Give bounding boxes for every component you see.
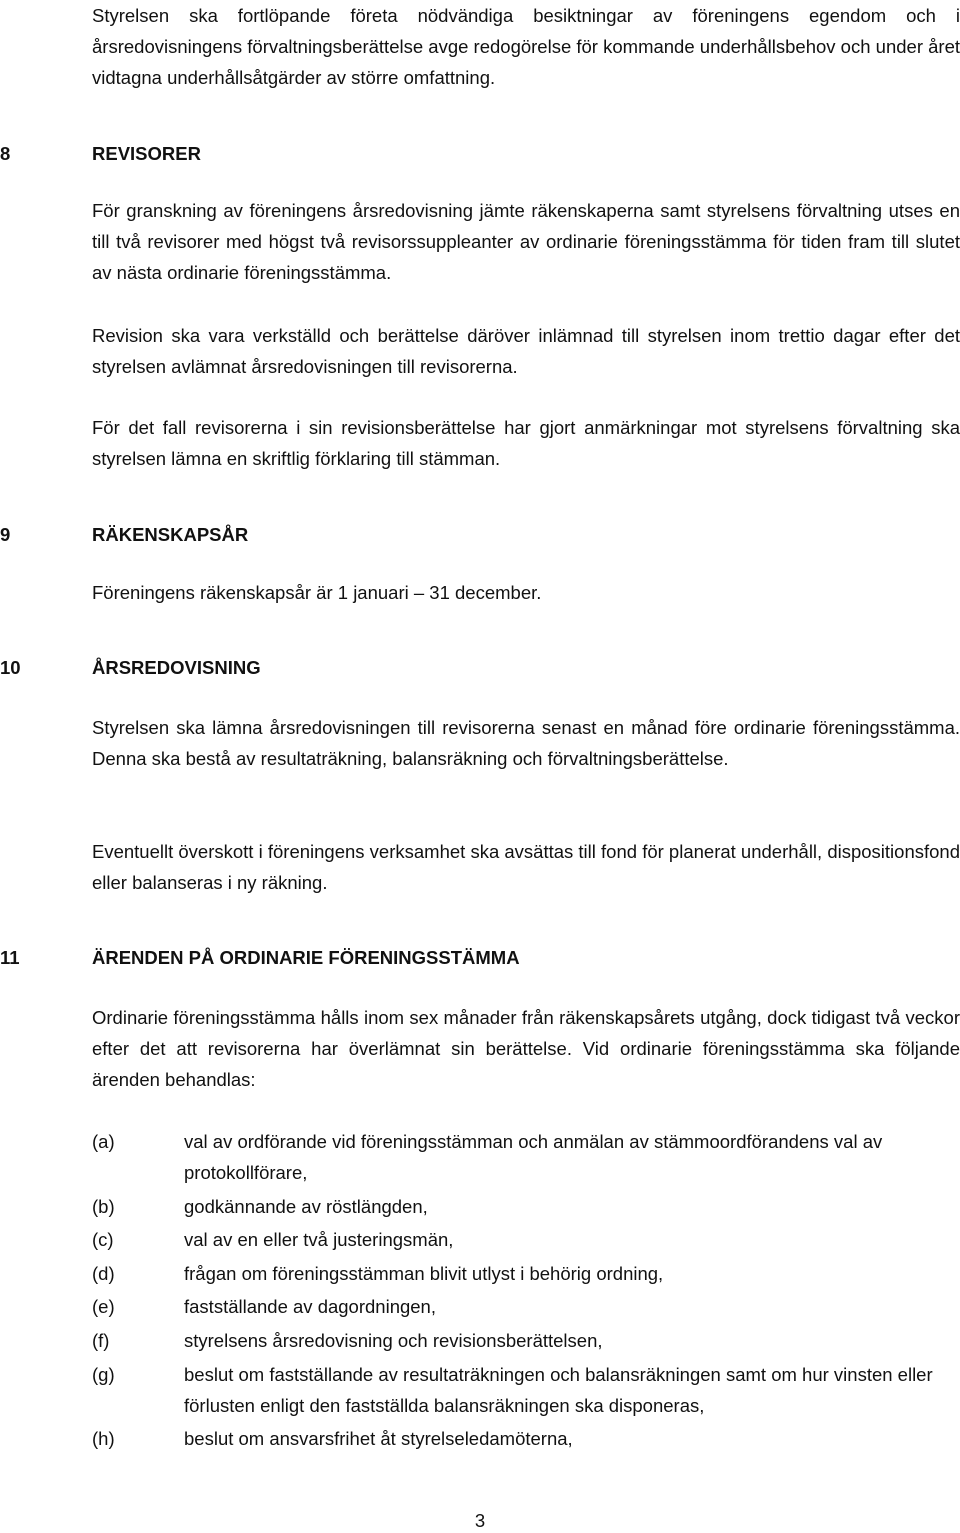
section-title: REVISORER [92, 143, 201, 164]
list-item-label: (a) [92, 1131, 115, 1152]
section-number: 10 [0, 657, 21, 678]
list-item-text: fastställande av dagordningen, [184, 1296, 436, 1318]
list-item [92, 1325, 960, 1356]
list-item-text: frågan om föreningsstämman blivit utlyst i behörig ordning, [184, 1262, 664, 1284]
section-11-paragraph-1-block [92, 1002, 960, 1095]
list-item-text: beslut om fastställande av resultaträkningen och balansräkningen samt om hur vinsten eller förlusten enligt den fastställda balansräkningen ska disponeras, [184, 1363, 933, 1416]
section-title: RÄKENSKAPSÅR [92, 524, 249, 545]
list-item-text: godkännande av röstlängden, [184, 1195, 428, 1217]
section-title: ÅRSREDOVISNING [92, 657, 261, 678]
list-item-label: (b) [92, 1195, 115, 1217]
section-8-paragraph-1-block [92, 195, 960, 288]
section-8-paragraph-2-block [92, 320, 960, 382]
list-item-label: (g) [92, 1363, 115, 1385]
section-10-paragraph-2: Eventuellt överskott i föreningens verksamhet ska avsättas till fond för planerat underhåll, dispositionsfond eller balanseras i ny räkning. [92, 841, 960, 893]
section-title: ÄRENDEN PÅ ORDINARIE FÖRENINGSSTÄMMA [92, 947, 520, 968]
section-8-paragraph-1: För granskning av föreningens årsredovisning jämte räkenskaperna samt styrelsens förvaltning utses en till två revisorer med högst två revisorssuppleanter av ordinarie föreningsstämma för tiden fram till slutet av nästa ordinarie föreningsstämma. [92, 200, 960, 283]
section-9-paragraph-1-block [92, 577, 960, 608]
list-item-text: val av ordförande vid föreningsstämman och anmälan av stämmoordförandens val av protokollförare, [184, 1131, 883, 1183]
section-11-paragraph-1: Ordinarie föreningsstämma hålls inom sex månader från räkenskapsårets utgång, dock tidigast två veckor efter det att revisorerna har överlämnat sin berättelse. Vid ordinarie föreningsstämma ska följande ärenden behandlas: [92, 1007, 960, 1090]
agenda-list [92, 1126, 960, 1457]
list-item-label: (e) [92, 1296, 115, 1318]
section-number: 9 [0, 524, 11, 545]
list-item-label: (f) [92, 1329, 110, 1351]
list-item [92, 1258, 960, 1289]
section-10-paragraph-1: Styrelsen ska lämna årsredovisningen till revisorerna senast en månad före ordinarie föreningsstämma. Denna ska bestå av resultaträkning, balansräkning och förvaltningsberättelse. [92, 717, 960, 769]
section-number: 11 [0, 947, 20, 968]
section-number: 8 [0, 143, 11, 164]
section-10-paragraph-2-block [92, 836, 960, 898]
section-8-paragraph-2: Revision ska vara verkställd och berättelse däröver inlämnad till styrelsen inom trettio dagar efter det styrelsen avlämnat årsredovisningen till revisorerna. [92, 325, 960, 377]
section-8-paragraph-3-block [92, 412, 960, 474]
list-item [92, 1191, 960, 1222]
intro-paragraph: Styrelsen ska fortlöpande företa nödvändiga besiktningar av föreningens egendom och i årsredovisningens förvaltningsberättelse avge redogörelse för kommande underhållsbehov och under året vidtagna underhållsåtgärder av större omfattning. [92, 5, 960, 88]
section-10-paragraph-1-block [92, 712, 960, 774]
list-item [92, 1224, 960, 1255]
list-item [92, 1359, 960, 1421]
list-item-text: styrelsens årsredovisning och revisionsberättelsen, [184, 1329, 603, 1351]
list-item-label: (c) [92, 1229, 114, 1251]
section-9-paragraph-1: Föreningens räkenskapsår är 1 januari – 31 december. [92, 582, 542, 603]
list-item-text: val av en eller två justeringsmän, [184, 1229, 454, 1251]
list-item-label: (d) [92, 1262, 115, 1284]
list-item-text: beslut om ansvarsfrihet åt styrelseledamöterna, [184, 1428, 573, 1450]
page-number [0, 1509, 960, 1533]
intro-paragraph-block [92, 0, 960, 93]
list-item [92, 1291, 960, 1322]
section-8-paragraph-3: För det fall revisorerna i sin revisionsberättelse har gjort anmärkningar mot styrelsens förvaltning ska styrelsen lämna en skriftlig förklaring till stämman. [92, 417, 960, 469]
page-number-text: 3 [474, 1510, 486, 1531]
list-item-label: (h) [92, 1428, 115, 1450]
list-item [92, 1126, 960, 1188]
list-item [92, 1423, 960, 1454]
